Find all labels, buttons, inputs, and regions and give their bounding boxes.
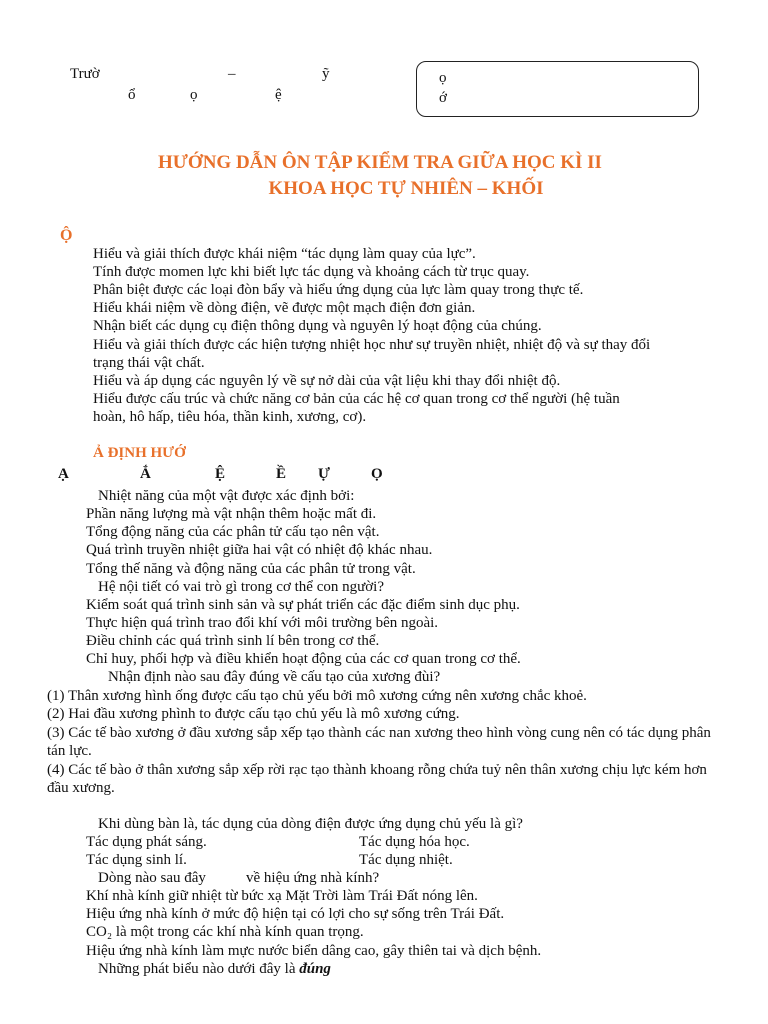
statement: (3) Các tế bào xương ở đầu xương sắp xếp tạo thành các nan xương theo hình vòng cung nên có tác dụng phân tán lực.	[47, 725, 711, 759]
question-stem: Hệ nội tiết có vai trò gì trong cơ thể con người?	[98, 579, 385, 595]
question-stem-part-1: Dòng nào sau đây	[98, 870, 206, 886]
school-label: Trườ	[70, 66, 100, 82]
objective-item: Hiểu và giải thích được khái niệm “tác dụng làm quay của lực”.	[93, 246, 476, 262]
objective-item: Hiểu và áp dụng các nguyên lý về sự nở dài của vật liệu khi thay đổi nhiệt độ.	[93, 373, 561, 389]
answer-option: Điều chỉnh các quá trình sinh lí bên trong cơ thể.	[86, 633, 380, 649]
answer-option: Phần năng lượng mà vật nhận thêm hoặc mất đi.	[86, 506, 377, 522]
subheading-fragment: Ạ	[58, 466, 69, 482]
answer-option: Khí nhà kính giữ nhiệt từ bức xạ Mặt Trời làm Trái Đất nóng lên.	[86, 888, 478, 904]
objective-item: Hiểu khái niệm về dòng điện, vẽ được một mạch điện đơn giản.	[93, 300, 476, 316]
answer-option: Quá trình truyền nhiệt giữa hai vật có nhiệt độ khác nhau.	[86, 542, 433, 558]
question-stem: Khi dùng bàn là, tác dụng của dòng điện được ứng dụng chủ yếu là gì?	[98, 816, 523, 832]
answer-option: Tác dụng phát sáng.	[86, 834, 207, 850]
answer-option: Kiểm soát quá trình sinh sản và sự phát triển các đặc điểm sinh dục phụ.	[86, 597, 520, 613]
question-stem-part-2: về hiệu ứng nhà kính?	[246, 870, 380, 886]
subheading-fragment: Ắ	[140, 466, 151, 482]
header-sub-fragment-2: ọ	[190, 87, 198, 103]
header-sub-fragment-1: ổ	[128, 87, 136, 103]
answer-option: Tác dụng sinh lí.	[86, 852, 187, 868]
objective-item: Nhận biết các dụng cụ điện thông dụng và nguyên lý hoạt động của chúng.	[93, 318, 542, 334]
answer-option: Hiệu ứng nhà kính ở mức độ hiện tại có lợi cho sự sống trên Trái Đất.	[86, 906, 505, 922]
section-2-heading: Ả ĐỊNH HƯỚ	[93, 445, 186, 461]
answer-option: CO₂ là một trong các khí nhà kính quan trọng.	[86, 924, 364, 940]
page-title: HƯỚNG DẪN ÔN TẬP KIỂM TRA GIỮA HỌC KÌ II	[158, 152, 602, 173]
answer-option: Thực hiện quá trình trao đổi khí với môi trường bên ngoài.	[86, 615, 439, 631]
header-dash: –	[228, 66, 236, 82]
student-info-box	[416, 61, 699, 117]
page-subtitle: KHOA HỌC TỰ NHIÊN – KHỐI	[268, 178, 544, 199]
question-stem: Những phát biểu nào dưới đây là	[98, 961, 296, 977]
question-stem-emphasis: đúng	[299, 961, 331, 977]
header-sub-fragment-3: ệ	[275, 87, 282, 103]
objective-item: Hiểu được cấu trúc và chức năng cơ bản của các hệ cơ quan trong cơ thể người (hệ tuần	[93, 391, 620, 407]
answer-option: Tác dụng nhiệt.	[359, 852, 453, 868]
section-1-heading: Ộ	[60, 227, 73, 244]
objective-item: Phân biệt được các loại đòn bẩy và hiểu ứng dụng của lực làm quay trong thực tế.	[93, 282, 584, 298]
statement: (1) Thân xương hình ống được cấu tạo chủ yếu bởi mô xương cứng nên xương chắc khoẻ.	[47, 688, 587, 704]
answer-option: Hiệu ứng nhà kính làm mực nước biển dâng cao, gây thiên tai và dịch bệnh.	[86, 943, 542, 959]
question-stem: Nhận định nào sau đây đúng về cấu tạo của xương đùi?	[108, 669, 441, 685]
header-fragment: ỹ	[322, 66, 330, 82]
answer-option: Tổng thế năng và động năng của các phân tử trong vật.	[86, 561, 416, 577]
answer-option: Tổng động năng của các phân tử cấu tạo nên vật.	[86, 524, 380, 540]
box-line-1: ọ	[439, 70, 447, 86]
question-stem: Nhiệt năng của một vật được xác định bởi:	[98, 488, 355, 504]
subheading-fragment: Ệ	[215, 466, 226, 482]
subheading-fragment: Ề	[276, 466, 287, 482]
subheading-fragment: Ọ	[371, 466, 383, 482]
statement: (2) Hai đầu xương phình to được cấu tạo chủ yếu là mô xương cứng.	[47, 706, 460, 722]
box-line-2: ớ	[439, 90, 447, 106]
objective-item: Hiểu và giải thích được các hiện tượng nhiệt học như sự truyền nhiệt, nhiệt độ và sự thay đổi	[93, 337, 651, 353]
objective-item-continued: trạng thái vật chất.	[93, 355, 205, 371]
objective-item: Tính được momen lực khi biết lực tác dụng và khoảng cách từ trục quay.	[93, 264, 530, 280]
subheading-fragment: Ự	[318, 466, 330, 482]
question-6	[98, 961, 331, 978]
answer-option: Chỉ huy, phối hợp và điều khiển hoạt động của các cơ quan trong cơ thể.	[86, 651, 521, 667]
objective-item-continued: hoàn, hô hấp, tiêu hóa, thần kinh, xương, cơ).	[93, 409, 367, 425]
answer-option: Tác dụng hóa học.	[359, 834, 470, 850]
statement: (4) Các tế bào ở thân xương sắp xếp rời rạc tạo thành khoang rỗng chứa tuỷ nên thân xương chịu lực kém hơn đầu xương.	[47, 762, 707, 796]
